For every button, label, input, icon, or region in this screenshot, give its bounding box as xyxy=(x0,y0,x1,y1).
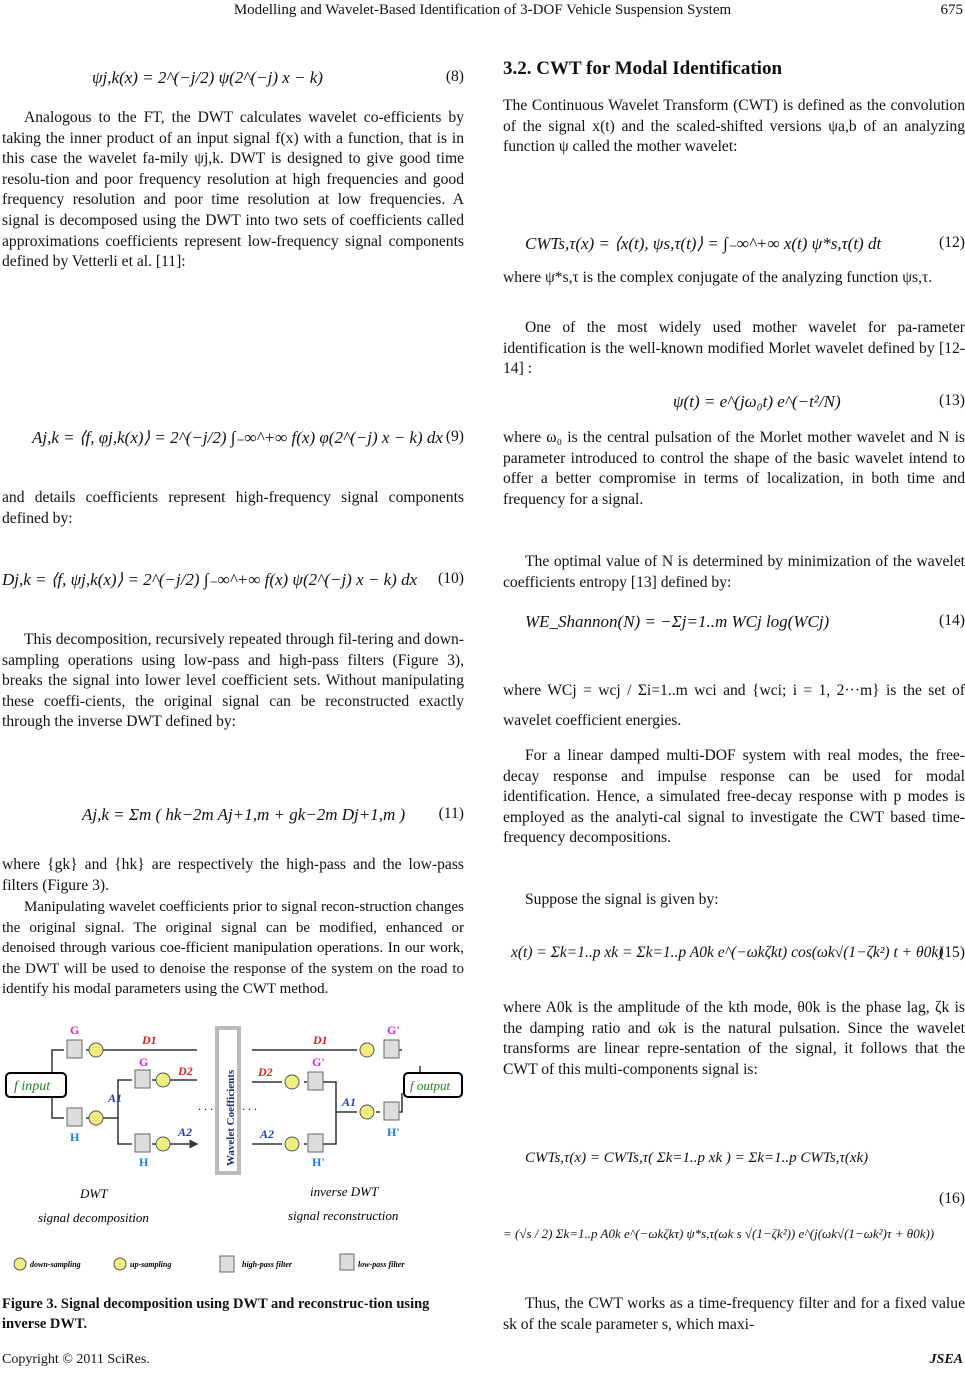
svg-text:A2: A2 xyxy=(260,1127,275,1141)
paragraph: where WCj = wcj / Σi=1..m wci and {wci; i = 1, 2···m} is the set of wavelet coefficient energies. xyxy=(503,682,965,729)
svg-text:high-pass filter: high-pass filter xyxy=(242,1260,293,1269)
svg-text:G: G xyxy=(139,1055,149,1069)
paragraph: where ω₀ is the central pulsation of the Morlet mother wavelet and N is parameter introduced to control the shape of the basic wavelet intend to offer a better compromise in terms of localization, in both time and frequency for a signal. xyxy=(503,429,965,508)
paragraph: Analogous to the FT, the DWT calculates wavelet co-efficients by taking the inner product of an input signal f(x) with a function, that is in this case the wavelet fa-mily ψj,k. DWT is designed to give good time resolu-tion and poor frequency resolution at high frequencies and good frequency resolution and poor time resolution at low frequencies. A signal is decomposed using the DWT into two sets of coefficients called approximations coefficients represent low-frequency signal components defined by Vetterli et al. [11]: xyxy=(2,109,464,271)
paragraph: where A0k is the amplitude of the kth mode, θ0k is the phase lag, ζk is the damping ratio and ωk is the natural pulsation. Since the wavelet transforms are linear repre-sentation of the signal, it follows that the CWT of this multi-components signal is: xyxy=(503,999,965,1078)
svg-text:G': G' xyxy=(312,1055,325,1069)
svg-text:up-sampling: up-sampling xyxy=(130,1260,172,1269)
svg-text:low-pass filter: low-pass filter xyxy=(358,1260,405,1269)
svg-text:inverse DWT: inverse DWT xyxy=(310,1184,379,1199)
journal-name: JSEA xyxy=(929,1352,963,1367)
svg-text:H: H xyxy=(139,1155,149,1169)
svg-text:Wavelet Coefficients: Wavelet Coefficients xyxy=(225,1069,237,1166)
svg-text:D1: D1 xyxy=(313,1033,328,1047)
paragraph: One of the most widely used mother wavelet for pa-rameter identification is the well-known modified Morlet wavelet defined by [12-14] : xyxy=(503,319,965,378)
paragraph: The optimal value of N is determined by minimization of the wavelet coefficients entropy [13] defined by: xyxy=(503,553,965,591)
figure-3-dwt-diagram xyxy=(2,1018,464,1278)
input-label: f input xyxy=(14,1079,51,1094)
svg-text:down-sampling: down-sampling xyxy=(30,1260,81,1269)
svg-text:signal decomposition: signal decomposition xyxy=(38,1210,149,1225)
svg-text:H': H' xyxy=(387,1125,400,1139)
svg-text:. . .: . . . xyxy=(198,1099,213,1113)
paragraph: This decomposition, recursively repeated through fil-tering and down-sampling operations using low-pass and high-pass filters (Figure 3), breaks the signal into lower level coefficient sets. Without manipulating these coeffi-cients, the original signal can be reconstructed exactly through the inverse DWT defined by: xyxy=(2,631,464,731)
output-label: f output xyxy=(410,1078,451,1093)
copyright: Copyright © 2011 SciRes. xyxy=(2,1352,150,1367)
paragraph: The Continuous Wavelet Transform (CWT) is defined as the convolution of the signal x(t) and the scaled-shifted versions ψa,b of an analyzing function ψ called the mother wavelet: xyxy=(503,97,965,156)
svg-text:. . .: . . . xyxy=(242,1099,257,1113)
paragraph: where {gk} and {hk} are respectively the high-pass and the low-pass filters (Figure 3). xyxy=(2,856,464,894)
paragraph: For a linear damped multi-DOF system with real modes, the free-decay response and impulse response can be used for modal identification. Hence, a simulated free-decay response with p modes is employed as the analyti-cal signal to investigate the CWT based time-frequency decompositions. xyxy=(503,747,965,847)
paragraph: Thus, the CWT works as a time-frequency filter and for a fixed value sk of the scale parameter s, which maxi- xyxy=(503,1295,965,1333)
paragraph: where ψ*s,τ is the complex conjugate of the analyzing function ψs,τ. xyxy=(503,269,933,286)
paragraph: Manipulating wavelet coefficients prior to signal recon-struction changes the original signal. The original signal can be modified, enhanced or denoised through various coe-fficient manipulation operations. In our work, the DWT will be used to denoise the response of the system on the road to identify his modal parameters using the CWT method. xyxy=(2,899,464,998)
svg-text:DWT: DWT xyxy=(80,1186,108,1201)
svg-text:H': H' xyxy=(312,1155,325,1169)
svg-text:A2: A2 xyxy=(178,1125,193,1139)
svg-text:D2: D2 xyxy=(178,1064,193,1078)
svg-text:signal reconstruction: signal reconstruction xyxy=(288,1208,399,1223)
running-title: Modelling and Wavelet-Based Identification of 3-DOF Vehicle Suspension System xyxy=(233,2,732,18)
svg-text:A1: A1 xyxy=(108,1091,123,1105)
svg-text:H: H xyxy=(70,1130,80,1144)
svg-text:G': G' xyxy=(387,1023,400,1037)
svg-text:D2: D2 xyxy=(258,1065,273,1079)
svg-text:G: G xyxy=(70,1023,80,1037)
svg-text:A1: A1 xyxy=(342,1095,357,1109)
section-heading: 3.2. CWT for Modal Identification xyxy=(503,58,783,79)
figure-caption: Figure 3. Signal decomposition using DWT and reconstruc-tion using inverse DWT. xyxy=(2,1296,430,1332)
page-number: 675 xyxy=(940,2,963,18)
svg-text:D1: D1 xyxy=(142,1033,157,1047)
paragraph: Suppose the signal is given by: xyxy=(525,891,719,908)
paragraph: and details coefficients represent high-frequency signal components defined by: xyxy=(2,489,464,527)
